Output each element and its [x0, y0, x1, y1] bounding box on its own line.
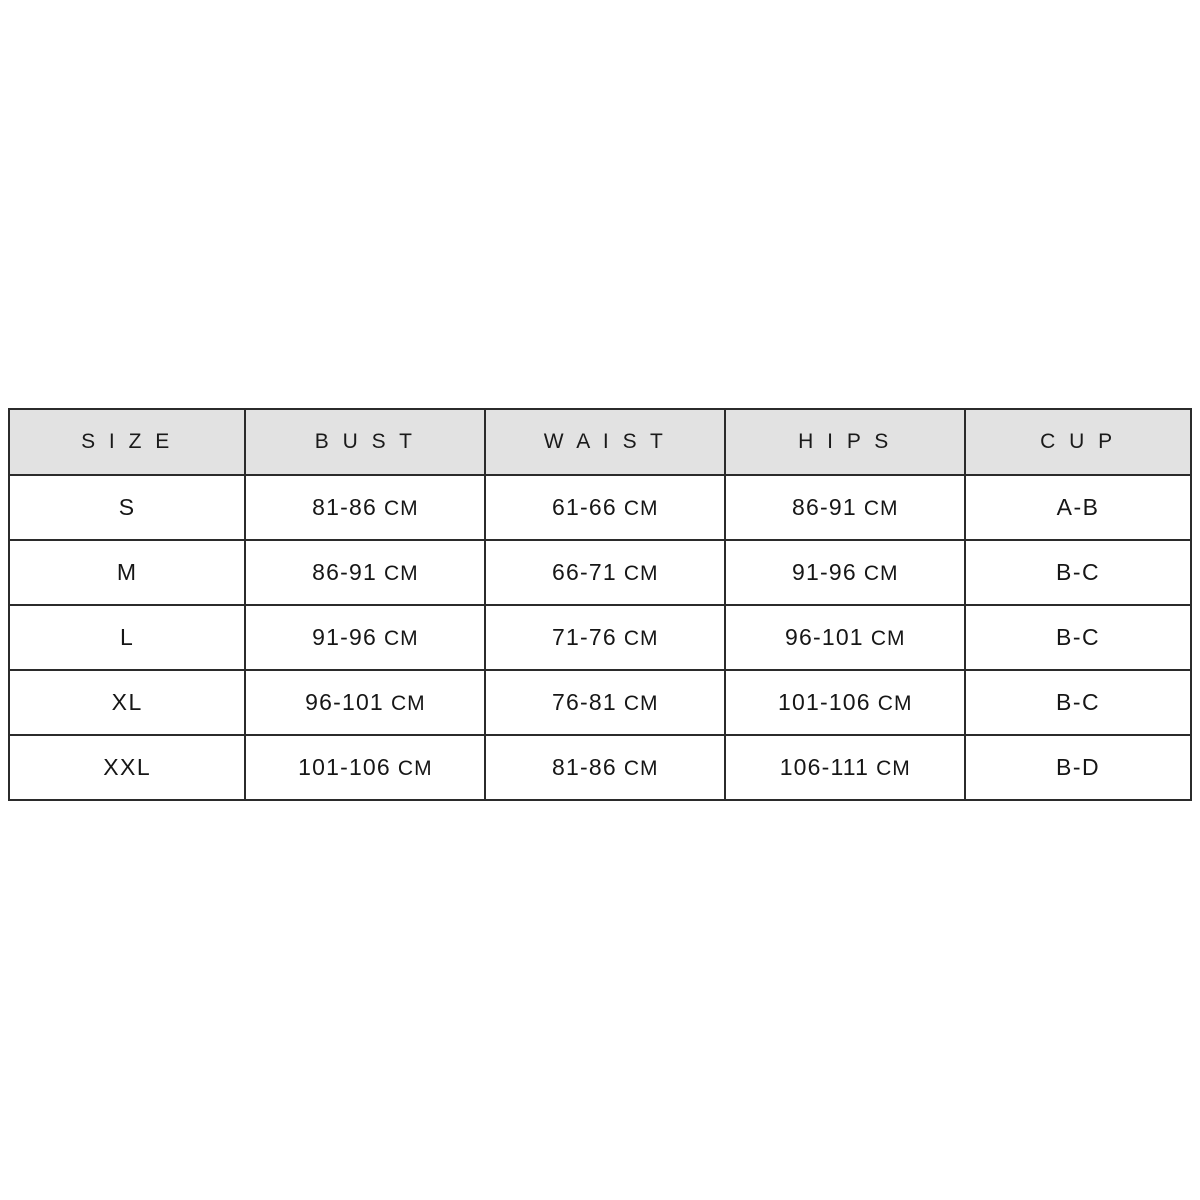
cell-waist-value: 71-76: [552, 624, 617, 650]
cell-cup: B-C: [965, 540, 1191, 605]
cell-bust-value: 86-91: [312, 559, 377, 585]
table-header: [9, 409, 1191, 475]
cell-bust: [245, 735, 485, 800]
cell-hips-value: 106-111: [779, 754, 870, 780]
cell-bust-value: 91-96: [312, 624, 377, 650]
cell-bust: [245, 540, 485, 605]
column-header-cup: C U P: [965, 409, 1191, 475]
column-header-bust: B U S T: [245, 409, 485, 475]
column-header-size: S I Z E: [9, 409, 245, 475]
cell-waist-unit: CM: [623, 692, 659, 715]
table-row: [9, 670, 1191, 735]
cell-waist: [485, 540, 725, 605]
cell-hips: [725, 605, 965, 670]
cell-bust-value: 101-106: [298, 754, 391, 780]
cell-size: M: [9, 540, 245, 605]
column-header-hips: H I P S: [725, 409, 965, 475]
cell-waist: [485, 670, 725, 735]
cell-cup: B-D: [965, 735, 1191, 800]
cell-waist-value: 81-86: [552, 754, 617, 780]
cell-cup: B-C: [965, 605, 1191, 670]
cell-size: XL: [9, 670, 245, 735]
cell-hips-unit: CM: [863, 562, 899, 585]
cell-hips-unit: CM: [877, 692, 913, 715]
cell-waist-unit: CM: [623, 757, 659, 780]
cell-bust-unit: CM: [383, 627, 419, 650]
table-row: [9, 735, 1191, 800]
cell-waist: [485, 605, 725, 670]
cell-waist-value: 66-71: [552, 559, 617, 585]
cell-size: S: [9, 475, 245, 540]
size-chart-container: [8, 408, 1192, 801]
table-row: [9, 605, 1191, 670]
cell-bust-unit: CM: [390, 692, 426, 715]
cell-hips: [725, 735, 965, 800]
cell-size: L: [9, 605, 245, 670]
cell-bust-value: 81-86: [312, 494, 377, 520]
cell-bust-unit: CM: [397, 757, 433, 780]
cell-cup: A-B: [965, 475, 1191, 540]
cell-hips: [725, 670, 965, 735]
cell-waist-unit: CM: [623, 497, 659, 520]
cell-waist: [485, 475, 725, 540]
cell-cup: B-C: [965, 670, 1191, 735]
cell-bust: [245, 670, 485, 735]
cell-size: XXL: [9, 735, 245, 800]
cell-bust: [245, 605, 485, 670]
cell-waist-value: 76-81: [552, 689, 617, 715]
cell-waist-unit: CM: [623, 562, 659, 585]
cell-hips-unit: CM: [870, 627, 906, 650]
cell-hips-unit: CM: [863, 497, 899, 520]
cell-hips-value: 86-91: [791, 494, 857, 520]
table-row: [9, 540, 1191, 605]
cell-bust: [245, 475, 485, 540]
cell-hips-value: 96-101: [784, 624, 864, 650]
table-body: [9, 475, 1191, 800]
cell-hips: [725, 475, 965, 540]
cell-hips-value: 101-106: [777, 689, 871, 715]
cell-bust-unit: CM: [383, 562, 419, 585]
table-row: [9, 475, 1191, 540]
size-chart-table: [8, 408, 1192, 801]
cell-waist-unit: CM: [623, 627, 659, 650]
cell-waist-value: 61-66: [552, 494, 617, 520]
table-header-row: [9, 409, 1191, 475]
cell-bust-value: 96-101: [305, 689, 384, 715]
cell-waist: [485, 735, 725, 800]
cell-bust-unit: CM: [383, 497, 419, 520]
cell-hips: [725, 540, 965, 605]
column-header-waist: W A I S T: [485, 409, 725, 475]
cell-hips-unit: CM: [876, 757, 911, 780]
cell-hips-value: 91-96: [791, 559, 857, 585]
